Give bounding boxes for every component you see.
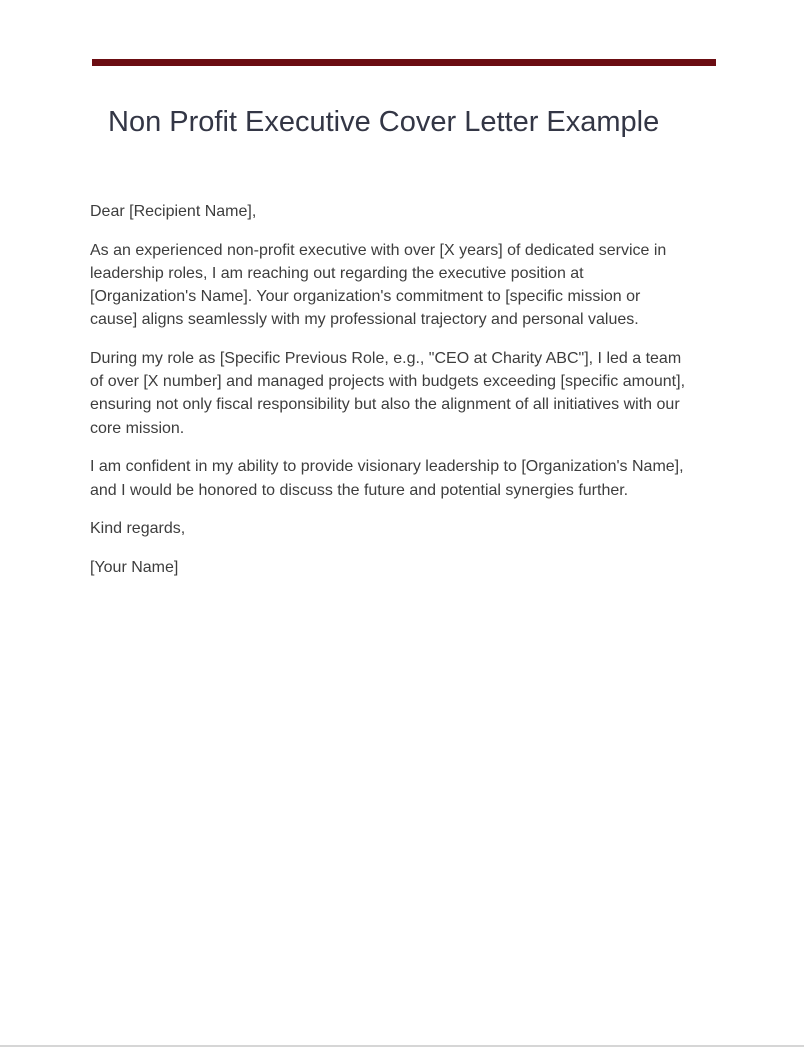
salutation: Dear [Recipient Name], xyxy=(90,203,257,220)
paragraph-intro: As an experienced non-profit executive with over [X years] of dedicated service in leadership roles, I am reaching out regarding the executive position at [Organization's Name]. Your organization's commitment to [specific mission or cause] aligns seamlessly with my professional trajectory and personal values. xyxy=(90,241,667,329)
page-title: Non Profit Executive Cover Letter Example xyxy=(108,106,660,138)
header-accent-rule xyxy=(92,59,716,66)
letter-body xyxy=(90,200,690,595)
paragraph-experience: During my role as [Specific Previous Role, e.g., "CEO at Charity ABC"], I led a team of over [X number] and managed projects with budgets exceeding [specific amount], ensuring not only fiscal responsibility but also the alignment of all initiatives with our core mission. xyxy=(90,350,686,437)
closing-phrase: Kind regards, xyxy=(90,520,186,538)
paragraph-closing: I am confident in my ability to provide visionary leadership to [Organization's Name], and I would be honored to discuss the future and potential synergies further. xyxy=(90,458,684,499)
signature: [Your Name] xyxy=(90,558,179,576)
